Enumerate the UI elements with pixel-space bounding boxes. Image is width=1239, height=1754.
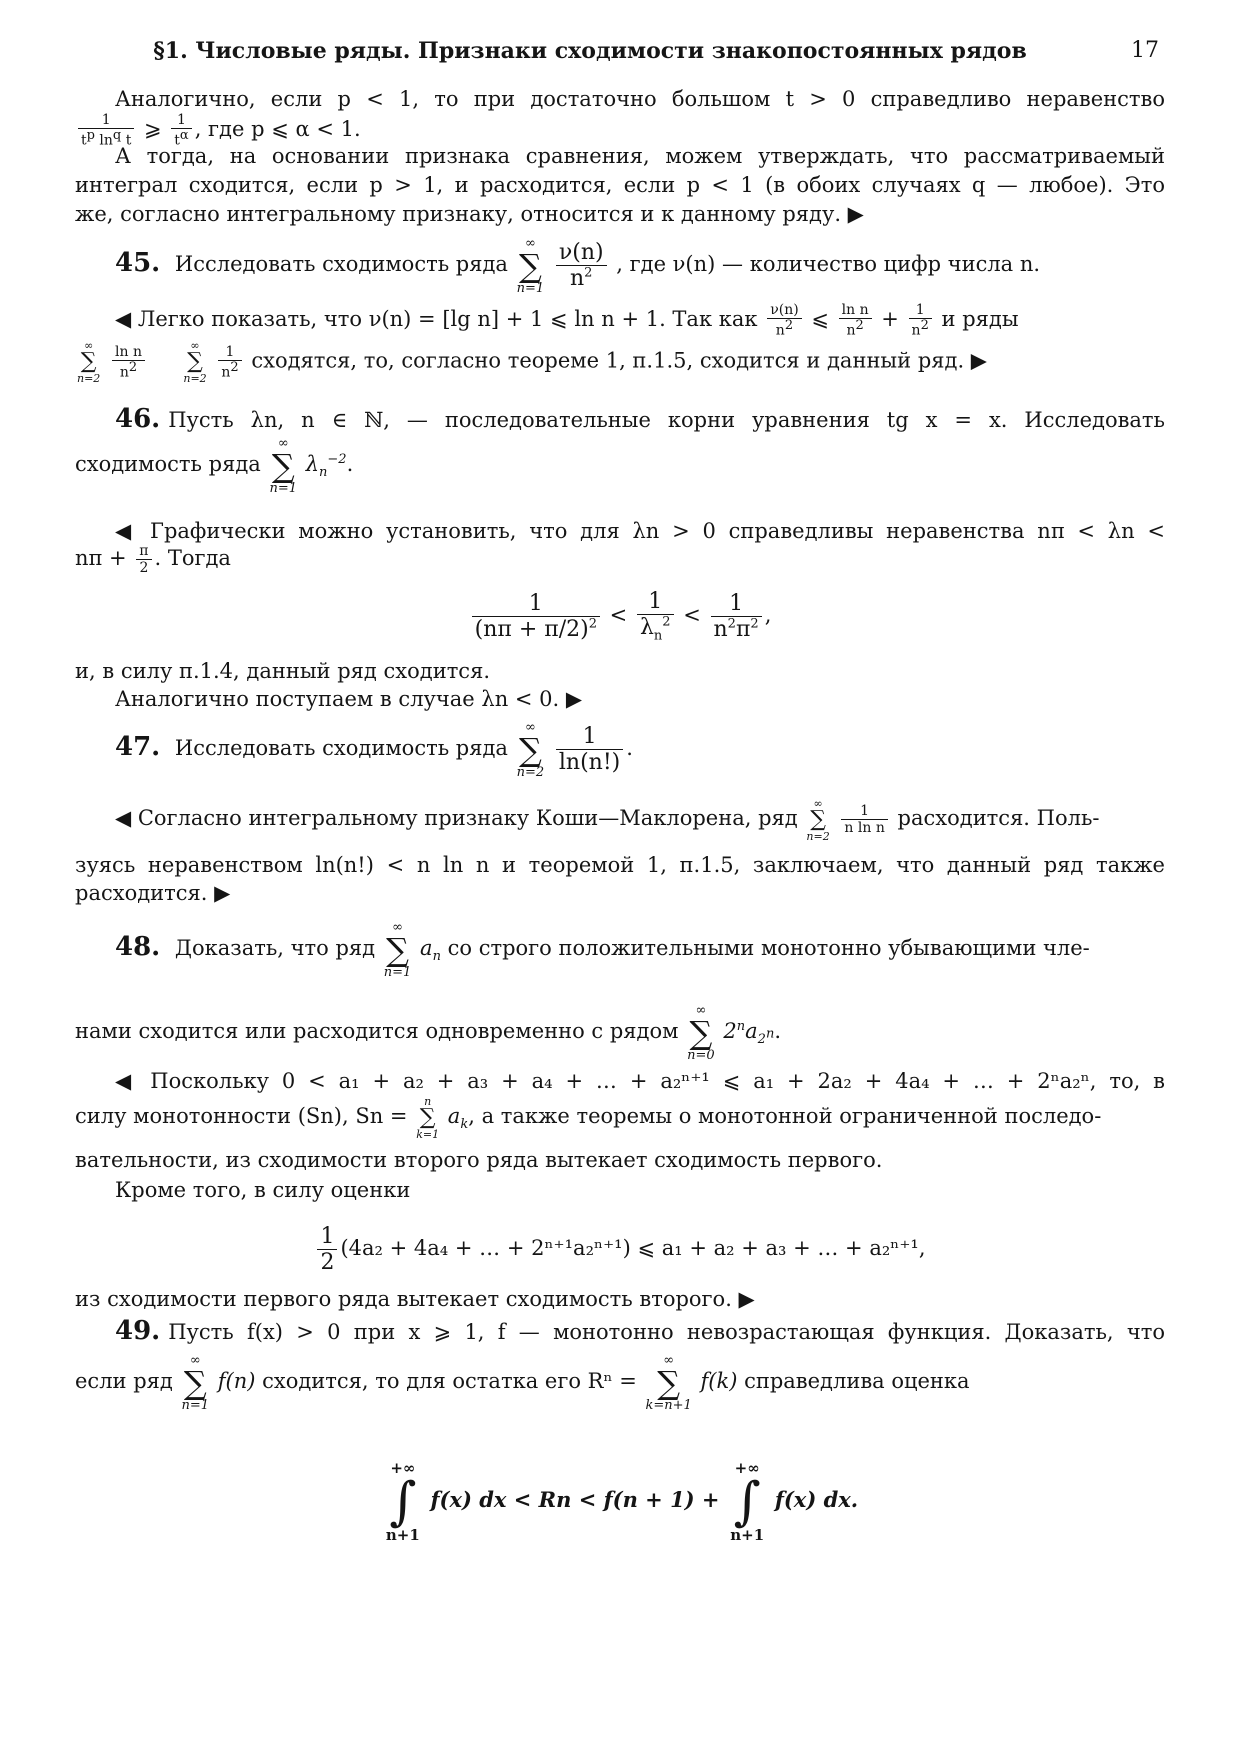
problem-49-line1 <box>75 1316 1165 1347</box>
formula-49-text-a: f(x) dx < Rn < f(n + 1) + <box>430 1487 720 1512</box>
problem-49-line2 <box>75 1346 1165 1416</box>
a-n-term: $a_n$ <box>420 936 441 965</box>
solution-47-text-b: расходится. Поль- <box>897 806 1100 830</box>
sum-symbol: ∞ ∑ n=1 <box>383 919 412 980</box>
solution-46-text-a: nπ + <box>75 546 127 571</box>
a-k-term: $a_k$ <box>447 1104 469 1133</box>
fraction-1-over-ln-n-factorial: $\frac{1}{\ln(n!)}$ <box>556 724 623 776</box>
solution-45-line2 <box>75 340 1165 384</box>
solution-48-text-a: силу монотонности (Sn), Sn = <box>75 1104 408 1128</box>
integral-symbol: +∞ ∫ n+1 <box>730 1458 765 1544</box>
problem-46-text-2: сходимость ряда <box>75 452 261 476</box>
lambda-n-power: $\lambda_n^{-2}$ <box>305 452 347 481</box>
sum-symbol: ∞ ∑ n=0 <box>687 1002 715 1063</box>
solution-47-line2: зуясь неравенством ln(n!) < n ln n и теоремой 1, п.1.5, заключаем, что данный ряд также <box>75 853 1165 877</box>
fraction-1-over-n2: $\frac{1}{n^2}$ <box>218 344 241 381</box>
problem-46-text: Пусть λn, n ∈ ℕ, — последовательные корни уравнения tg x = x. Исследовать <box>168 408 1165 432</box>
f-of-k: f(k) <box>700 1369 738 1393</box>
solution-46-line2 <box>75 543 1165 576</box>
sum-symbol: ∞ ∑ n=1 <box>269 435 298 496</box>
f-of-n: f(n) <box>217 1369 256 1393</box>
running-header: §1. Числовые ряды. Признаки сходимости знакопостоянных рядов <box>153 38 1027 64</box>
solution-47-line3: расходится. ▶ <box>75 881 231 905</box>
fraction-1-over-lambda-sq: $\frac{1}{\lambda_n^2}$ <box>637 589 674 645</box>
solution-48-line1: ◀ Поскольку 0 < a₁ + a₂ + a₃ + a₄ + … + a₂ⁿ⁺¹ ⩽ a₁ + 2a₂ + 4a₄ + … + 2ⁿa₂ⁿ, то, в <box>115 1069 1165 1093</box>
fraction-pi-over-2: $\frac{\pi}{2}$ <box>136 543 151 576</box>
para2-line2: интеграл сходится, если p > 1, и расходится, если p < 1 (в обоих случаях q — любое). Это <box>75 173 1165 197</box>
problem-number: 47. <box>115 732 161 762</box>
problem-number: 49. <box>115 1316 161 1346</box>
problem-49-text-2: если ряд <box>75 1369 173 1393</box>
problem-48-line2: нами сходится или расходится одновременно с рядом ∞ ∑ n=0 $2^na_{2^n}$. <box>75 1002 782 1063</box>
solution-46-line1: ◀ Графически можно установить, что для λn > 0 справедливы неравенства nπ < λn < <box>115 519 1165 543</box>
solution-45-text-2: сходятся, то, согласно теореме 1, п.1.5, сходится и данный ряд. ▶ <box>251 348 987 373</box>
sum-symbol: ∞ ∑ n=2 <box>183 339 207 385</box>
fraction-1-over-n2pi2: $\frac{1}{n^2\pi^2}$ <box>711 591 762 643</box>
fraction-ln-n-over-n2: $\frac{\text{ln n}}{n^2}$ <box>112 344 145 381</box>
problem-48-text: Доказать, что ряд <box>174 936 376 960</box>
solution-46-after-2: Аналогично поступаем в случае λn < 0. ▶ <box>115 687 583 711</box>
solution-48-after: из сходимости первого ряда вытекает сходимость второго. ▶ <box>75 1287 755 1311</box>
solution-48-line4: Кроме того, в силу оценки <box>115 1178 411 1202</box>
sum-symbol: ∞ ∑ n=2 <box>806 796 830 843</box>
solution-45-text-b: и ряды <box>941 306 1019 331</box>
two-n-a-two-n: $2^na_{2^n}$ <box>723 1019 775 1048</box>
formula-49 <box>75 1450 1165 1550</box>
problem-45-tail: , где ν(n) — количество цифр числа n. <box>616 252 1041 276</box>
fraction-1-over-tp-lnq-t: $\frac{1}{t^p \ln^q t}$ <box>78 112 134 149</box>
problem-47-text: Исследовать сходимость ряда <box>174 736 508 760</box>
formula-46: $\frac{1}{(n\pi + \pi/2)^2}$ < $\frac{1}{\lambda_n^2}$ < $\frac{1}{n^2\pi^2}$ , <box>75 585 1165 645</box>
solution-47-line1 <box>75 796 1165 842</box>
fraction-nu-n-over-n2-small: $\frac{\nu(n)}{n^2}$ <box>767 302 801 339</box>
sum-symbol: ∞ ∑ n=1 <box>516 235 545 296</box>
problem-number: 46. <box>115 404 161 434</box>
para2-line3: же, согласно интегральному признаку, относится и к данному ряду. ▶ <box>75 202 864 226</box>
formula-48-text: (4a₂ + 4a₄ + … + 2ⁿ⁺¹a₂ⁿ⁺¹) ⩽ a₁ + a₂ + a₃ + … + a₂ⁿ⁺¹, <box>340 1236 926 1260</box>
solution-45-line1: ◀ Легко показать, что ν(n) = [lg n] + 1 ⩽ ln n + 1. Так как $\frac{\nu(n)}{n^2}$ ⩽ $\frac{\text{ln n}}{n^2}$ + $\frac{1}{n^2}$ и ряды <box>115 302 1019 339</box>
sum-symbol: ∞ ∑ n=1 <box>181 1352 210 1413</box>
problem-49-text-mid: сходится, то для остатка его Rⁿ = <box>262 1369 637 1393</box>
para1-line2-text: , где p ⩽ α < 1. <box>194 116 361 141</box>
problem-number: 48. <box>115 932 161 962</box>
fraction-1-over-npi-plus-pi2-sq: $\frac{1}{(n\pi + \pi/2)^2}$ <box>472 591 600 643</box>
fraction-ln-n-over-n2: $\frac{\text{ln n}}{n^2}$ <box>839 302 872 339</box>
sum-symbol: ∞ ∑ n=2 <box>77 339 101 385</box>
solution-46-after: и, в силу п.1.4, данный ряд сходится. <box>75 659 490 683</box>
solution-45-text: ◀ Легко показать, что ν(n) = [lg n] + 1 ⩽ ln n + 1. Так как <box>115 306 758 331</box>
fraction-1-over-n2: $\frac{1}{n^2}$ <box>909 302 932 339</box>
solution-48-text-b: , а также теоремы о монотонной ограниченной последо- <box>468 1104 1102 1128</box>
sum-symbol: ∞ ∑ n=2 <box>516 719 545 780</box>
para1-line1: Аналогично, если p < 1, то при достаточно большом t > 0 справедливо неравенство <box>115 87 1165 111</box>
solution-46-text-b: . Тогда <box>154 546 231 571</box>
fraction-1-over-n-ln-n: $\frac{1}{\text{n ln n}}$ <box>841 803 887 836</box>
fraction-1-over-2: $\frac{1}{2}$ <box>317 1224 337 1276</box>
problem-48-text-2: нами сходится или расходится одновременно с рядом <box>75 1019 679 1043</box>
para1-line2: $\frac{1}{t^p \ln^q t}$ ⩾ $\frac{1}{t^\alpha}$ , где p ⩽ α < 1. <box>75 112 1165 149</box>
problem-45-text: Исследовать сходимость ряда <box>174 252 508 276</box>
formula-49-text-b: f(x) dx. <box>774 1487 859 1512</box>
sum-symbol: n ∑ k=1 <box>416 1094 440 1141</box>
para2-line1: А тогда, на основании признака сравнения, можем утверждать, что рассматриваемый <box>115 144 1165 168</box>
fraction-1-over-t-alpha: $\frac{1}{t^\alpha}$ <box>171 112 191 149</box>
problem-49-text: Пусть f(x) > 0 при x ⩾ 1, f — монотонно невозрастающая функция. Доказать, что <box>168 1320 1165 1344</box>
problem-47: 47. Исследовать сходимость ряда ∞ ∑ n=2 $\frac{1}{\ln(n!)}$ . <box>115 719 633 780</box>
problem-48-tail: со строго положительными монотонно убывающими чле- <box>447 936 1090 960</box>
solution-48-line3: вательности, из сходимости второго ряда вытекает сходимость первого. <box>75 1148 883 1172</box>
formula-48 <box>75 1218 1165 1278</box>
problem-48-line1 <box>75 912 1165 992</box>
problem-49-text-tail: справедлива оценка <box>744 1369 970 1393</box>
page-number: 17 <box>1131 38 1159 63</box>
solution-47-text: ◀ Согласно интегральному признаку Коши—Маклорена, ряд <box>115 806 798 830</box>
solution-48-line2 <box>75 1094 1165 1147</box>
problem-46-line2: сходимость ряда ∞ ∑ n=1 $\lambda_n^{-2}$. <box>75 435 354 496</box>
integral-symbol: +∞ ∫ n+1 <box>385 1458 420 1544</box>
problem-number: 45. <box>115 248 161 278</box>
problem-45 <box>75 228 1165 299</box>
sum-symbol: ∞ ∑ k=n+1 <box>645 1352 692 1413</box>
fraction-nu-n-over-n2: $\frac{\nu(n)}{n^2}$ <box>556 240 607 292</box>
